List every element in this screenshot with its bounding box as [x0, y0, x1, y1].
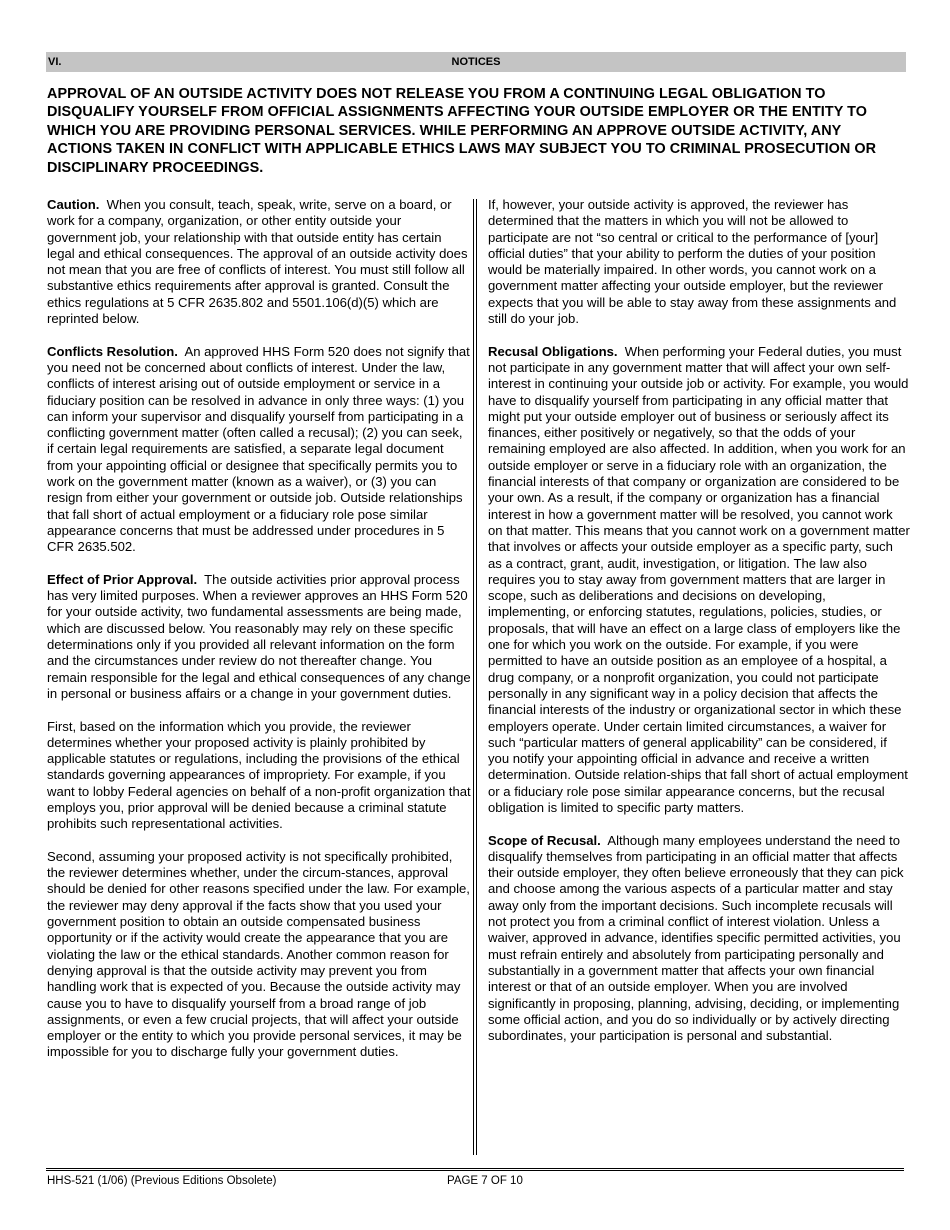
caution-heading: Caution.: [47, 197, 100, 212]
first-determination-paragraph: First, based on the information which you provide, the reviewer determines whether your proposed activity is plainly prohibited by applicable statutes or regulations, including the provisions of the ethical standards governing appearances of impropriety. For example, if you want to lobby Federal agencies on behalf of a non-profit organization that employs you, prior approval will be denied because a criminal statute prohibits such representational activities.: [47, 718, 471, 832]
conflicts-paragraph: [47, 344, 471, 556]
section-header-bar: [46, 52, 906, 72]
section-title: NOTICES: [451, 56, 501, 68]
prior-approval-text: The outside activities prior approval process has very limited purposes. When a reviewer approves an HHS Form 520 for your outside activity, two fundamental assessments are being made, which are discussed below. You reasonably may rely on these specific determinations only if you provided all relevant information on the form and the circumstances under review do not thereafter change. You remain responsible for the legal and ethical consequences of any change in personal or business affairs or a change in your government duties.: [47, 571, 471, 701]
warning-notice: [47, 85, 909, 177]
caution-paragraph: [47, 197, 471, 327]
if-approved-paragraph: If, however, your outside activity is approved, the reviewer has determined that the matters in which you will not be allowed to participate are not “so central or critical to the performance of [your] official duties” that your ability to perform the duties of your position would be materially impaired. In other words, you cannot work on a government matter affecting your outside employer, but the reviewer expects that you will be able to stay away from these assignments and still do your job.: [488, 197, 897, 327]
warning-text: APPROVAL OF AN OUTSIDE ACTIVITY DOES NOT RELEASE YOU FROM A CONTINUING LEGAL OBLIGATION TO DISQUALIFY YOURSELF FROM OFFICIAL ASSIGNMENTS AFFECTING YOUR OUTSIDE EMPLOYER OR THE ENTITY TO WHICH YOU ARE PROVIDING PERSONAL SERVICES. WHILE PERFORMING AN APPROVE OUTSIDE ACTIVITY, ANY ACTIONS TAKEN IN CONFLICT WITH APPLICABLE ETHICS LAWS MAY SUBJECT YOU TO CRIMINAL PROSECUTION OR DISCIPLINARY PROCEEDINGS.: [47, 86, 877, 176]
left-column: [47, 197, 471, 1077]
caution-text: When you consult, teach, speak, write, serve on a board, or work for a company, organization, or other entity outside your government job, your relationship with that outside entity has certain legal and ethical consequences. The approval of an outside activity does not mean that you are free of conflicts of interest. You must still follow all substantive ethics requirements after approval is granted. Consult the ethics regulations at 5 CFR 2635.802 and 5501.106(d)(5) which are reprinted below.: [47, 197, 468, 327]
recusal-text: When performing your Federal duties, you must not participate in any government matter that will affect your own self-interest in continuing your outside job or activity. For example, you would have to disqualify yourself from participating in any official matter that might put your outside employer out of business or seriously affect its finances, either positively or negatively, so that the odds of your remaining employed are also affected. In addition, when you work for an outside employer or serve in a fiduciary role with an organization, the financial interests of that company or organization are considered to be your own. As a result, if the company or organization has a financial interest in how a government matter will be resolved, you cannot work on that matter. This means that you cannot work on a government matter that involves or affects your outside employer as a specific party, such as a contract, grant, audit, investigation, or litigation. The law also requires you to stay away from government matters that are larger in scope, such as deliberations and decisions on developing, implementing, or enforcing statutes, regulations, policies, studies, or proposals, that will have an effect on a large class of employers like the one for which you work on the outside. For example, if you were permitted to have an outside position as an employee of a hospital, a drug company, or a nonprofit organization, you could not participate personally in any significant way in a policy decision that affects the financial interests of the industry or organizational sector in which these employers operate. Under certain limited circumstances, a waiver for such “particular matters of general applicability” can be considered, if you notify your appointing official in advance and receive a written determination. Outside relation-ships that fall short of actual employment or a fiduciary role pose similar appearance concerns, but the recusal obligation is limited to specific party matters.: [488, 343, 910, 815]
scope-paragraph: [488, 833, 910, 1045]
recusal-heading: Recusal Obligations.: [488, 343, 618, 359]
form-identifier: HHS-521 (1/06) (Previous Editions Obsolete): [47, 1175, 277, 1187]
section-number: VI.: [48, 56, 62, 68]
scope-heading: Scope of Recusal.: [488, 832, 601, 848]
prior-approval-paragraph: [47, 572, 471, 702]
right-column: [488, 197, 910, 1061]
prior-approval-heading: Effect of Prior Approval.: [47, 571, 198, 587]
recusal-paragraph: [488, 344, 910, 817]
conflicts-heading: Conflicts Resolution.: [47, 343, 178, 359]
second-determination-paragraph: Second, assuming your proposed activity is not specifically prohibited, the reviewer determines whether, under the circum-stances, approval should be denied for other reasons specified under the law. For example, the reviewer may deny approval if the facts show that you used your government position to obtain an outside compensated business opportunity or if the activity would create the appearance that you are violating the law or the ethical standards. Another common reason for denying approval is that the outside activity may prevent you from handling work that is expected of you. Because the outside activity may cause you to have to disqualify yourself from a broad range of job assignments, or even a few crucial projects, that will affect your outside employer or the entity to which you provide personal services, it may be impossible for you to discharge fully your government duties.: [47, 848, 470, 1060]
conflicts-text: An approved HHS Form 520 does not signify that you need not be concerned about conflicts of interest. Under the law, conflicts of interest arising out of outside employment or service in a fiduciary position can be resolved in advance in only three ways: (1) you can inform your supervisor and disqualify yourself from participating in a conflicting government matter (often called a recusal); (2) you can seek, if certain legal requirements are satisfied, a separate legal document from your appointing official or designee that specifically permits you to work on the government matter (known as a waiver), or (3) you can resign from either your government or outside job. Outside relationships that fall short of actual employment or a fiduciary role pose similar appearance concerns that must be addressed under procedures in 5 CFR 2635.502.: [47, 343, 470, 555]
footer-rule: [46, 1168, 904, 1171]
scope-text: Although many employees understand the need to disqualify themselves from participating in an official matter that affects their outside employer, they often believe erroneously that they can pick and choose among the various aspects of a particular matter and stay away only from the important decisions. Such incomplete recusals will not protect you from a criminal conflict of interest violation. Unless a waiver, approved in advance, identifies specific permitted activities, you must refrain entirely and absolutely from participating personally and substantially in a government matter that affects your own financial interest or that of an outside employer. When you are involved significantly in proposing, planning, advising, deciding, or implementing some official action, and you do so individually or by actively directing subordinates, your participation is personal and substantial.: [488, 832, 904, 1044]
page-number: PAGE 7 OF 10: [447, 1175, 523, 1187]
column-divider: [473, 199, 477, 1155]
